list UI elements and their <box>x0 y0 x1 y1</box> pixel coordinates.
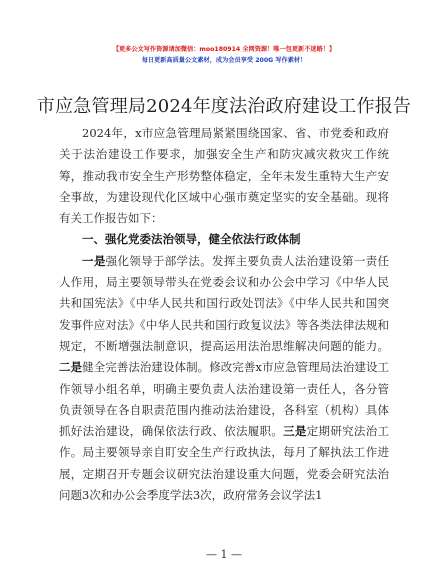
section-heading-1: 一、强化党委法治领导，健全依法行政体制 <box>82 232 301 247</box>
point-text-2: 健全完善法治建设体制。修改完善x市应急管理局法治建设工作领导小组名单，明确主要负责人法治建设第一责任人，各分管负责领导在各自职责范围内推动法治建设，各科室（机构）具体抓好法治建设，确保依法行政、依法履职。 <box>59 360 389 439</box>
point-lead-2: 二是 <box>59 360 83 375</box>
point-lead-3: 三是 <box>283 424 307 439</box>
point-text-3: 定期研究法治工作。局主要领导亲自盯安全生产行政执法，每月了解执法工作进展，定期召开专题会议研究法治建设重大问题，党委会研究法治问题3次和办公会季度学法3次，政府常务会议学法1 <box>59 424 390 503</box>
document-title: 市应急管理局2024年度法治政府建设工作报告 <box>36 96 412 117</box>
document-body <box>59 123 389 506</box>
point-text-1: 强化领导于部学法。发挥主要负责人法治建设第一责任人作用，局主要领导带头在党委会议和办公会中学习《中华人民共和国宪法》《中华人民共和国行政处罚法》《中华人民共和国突发事件应对法》《中华人民共和国行政复议法》等各类法律法规和规定，不断增强法制意识，提高运用法治思维解决问题的能力。 <box>59 253 389 353</box>
intro-paragraph: 2024年，x市应急管理局紧紧围绕国家、省、市党委和政府关于法治建设工作要求，加强安全生产和防灾减灾救灾工作统筹，推动我市安全生产形势整体稳定，全年未发生重特大生产安全事故，为建设现代化区域中心强市奠定坚实的安全基础。现将有关工作报告如下： <box>59 126 389 226</box>
page-number: — 1 — <box>206 548 242 561</box>
point-lead-1: 一是 <box>82 253 106 268</box>
promo-banner <box>0 44 448 66</box>
body-paragraph <box>59 251 389 507</box>
promo-banner-line2: 每日更新高质量公文素材，成为会员享受 200G 写作素材！ <box>141 57 307 64</box>
promo-banner-line1: 【更多公文写作资源请加微信：moo180914 全网资源！唯一包更新不迷路！】 <box>112 46 336 53</box>
